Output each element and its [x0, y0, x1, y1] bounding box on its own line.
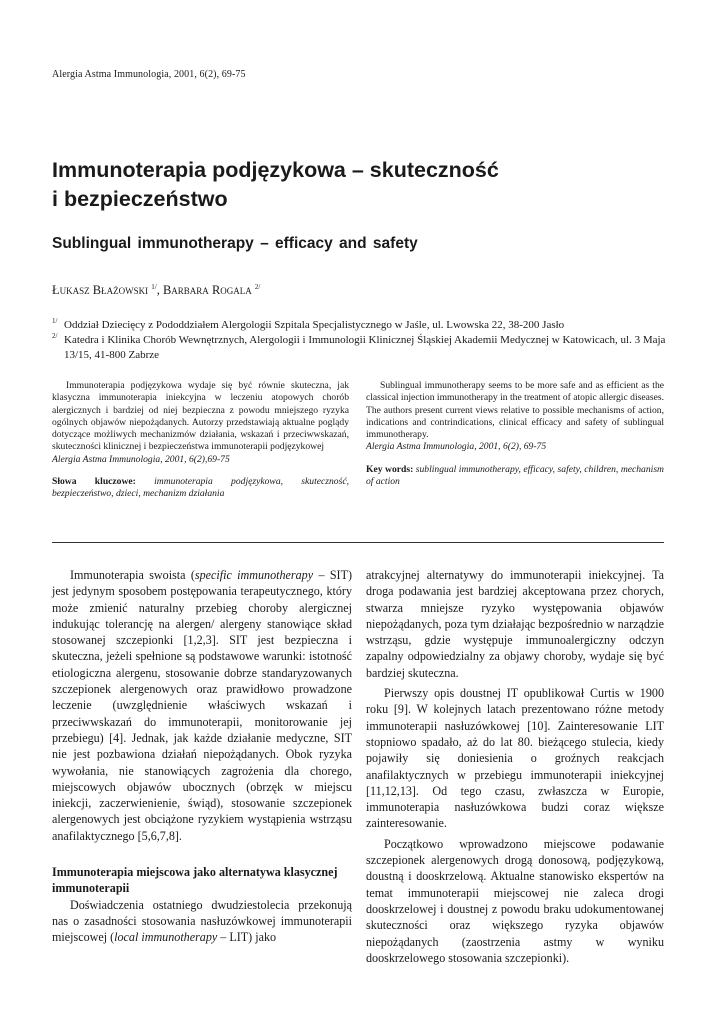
- keywords-label-pl: Słowa kluczowe:: [52, 476, 136, 488]
- keywords-en: sublingual immunotherapy, efficacy, safety, children, mechanism of action: [366, 463, 664, 488]
- abstract-english: [366, 380, 664, 488]
- keywords-label-en: Key words:: [366, 463, 414, 475]
- keywords-pl: immunoterapia podjęzykowa, skuteczność, bezpieczeństwo, dzieci, mechanizm działania: [52, 476, 349, 500]
- abstract-english-citation: Alergia Astma Immunologia, 2001, 6(2), 69-75: [366, 441, 547, 453]
- abstract-polish: [52, 380, 349, 501]
- abstract-english-text: Sublingual immunotherapy seems to be more safe and as efficient as the classical injection immunotherapy in the treatment of atopic allergic diseases. The authors present current views relative to possible mechanisms of action, indications and contrindications, clinical efficacy and safety of sublingual immunotherapy.: [366, 380, 664, 441]
- title-polish-line1: Immunoterapia podjęzykowa – skuteczność: [52, 158, 499, 182]
- author-1-affil-ref: 1/: [151, 283, 157, 291]
- abstract-polish-keywords: [52, 476, 349, 501]
- body-left-paragraph-2: Doświadczenia ostatniego dwudziestolecia przekonują nas o zasadności stosowania nasłuzówkowej immunoterapii miejscowej (local immunotherapy – LIT) jako: [52, 897, 352, 945]
- affiliation-1-text: Oddział Dziecięcy z Pododdziałem Alergologii Szpitala Specjalistycznego w Jaśle, ul. Lwowska 22, 38-200 Jasło: [64, 319, 565, 331]
- section-heading: Immunoterapia miejscowa jako alternatywa klasycznej immunoterapii: [52, 865, 338, 896]
- abstract-english-keywords: [366, 464, 664, 489]
- journal-citation: Alergia Astma Immunologia, 2001, 6(2), 69-75: [52, 69, 246, 80]
- author-1: Łukasz Błażowski: [52, 283, 149, 298]
- title-polish: [52, 156, 672, 214]
- body-left-paragraph-1: Immunoterapia swoista (specific immunotherapy – SIT) jest jedynym sposobem postępowania terapeutycznego, który może zmienić naturalny przebieg choroby alergicznej indukując tolerancję na alergen/ alergeny stanowiące skład stosowanej szczepionki [1,2,3]. SIT jest bezpieczna i skuteczna, jeżeli spełnione są podstawowe warunki: istotność etiologiczna alergenu, stosowanie dobrze standaryzowanych szczepionek alergenowych oraz prawidłowo prowadzone leczenie (uwzględnienie właściwych wskazań i przeciwwskazań do immunoterapii, monitorowanie jej przebiegu) [4]. Jednak, jak każde działanie medyczne, SIT nie jest pozbawiona działań niepożądanych. Obok ryzyka wywołania, nie stanowiących zagrożenia dla chorego, miejscowych objawów ubocznych (obrzęk w miejscu iniekcji, zaczerwienienie, świąd), stosowanie szczepionek alergenowych jest obciążone ryzykiem wystąpienia wstrząsu anafilaktycznego [5,6,7,8].: [52, 568, 352, 843]
- body-right-paragraph-1: atrakcyjnej alternatywy do immunoterapii iniekcyjnej. Ta droga podawania jest bardziej akceptowana przez chorych, stwarza mniejsze ryzyko występowania objawów niepożądanych, poza tym działając bezpośrednio w narządzie wstrząsu, gdzie występuje immunoalergiczny odczyn zapalny odpowiedzialny za objawy choroby, wydaje się być bardziej skuteczna.: [366, 568, 664, 680]
- body-right-paragraph-3: Początkowo wprowadzono miejscowe podawanie szczepionek alergenowych drogą donosową, podjęzykową, doustną i dooskrzelową. Aktualne stanowisko ekspertów na temat immunoterapii miejscowej nie zaleca drogi dooskrzelowej i doustnej z powodu braku udokumentowanej skuteczności oraz większego ryzyka objawów niepożądanych (zaostrzenia astmy w wyniku dooskrzelowego stosowania szczepionki).: [366, 836, 664, 965]
- abstract-polish-citation: Alergia Astma Immunologia, 2001, 6(2),69-75: [52, 453, 230, 465]
- affiliation-1: [52, 318, 672, 333]
- body-column-left: [52, 567, 352, 946]
- section-divider: [52, 542, 664, 543]
- body-column-right: [366, 567, 664, 966]
- authors: Łukasz Błażowski $^{1/}$, Barbara Rogala $^{2/}$: [52, 283, 261, 298]
- affiliation-2-num: 2/: [52, 332, 58, 340]
- title-english: Sublingual immunotherapy – efficacy and safety: [52, 235, 418, 252]
- author-2: Barbara Rogala: [162, 283, 252, 298]
- affiliation-2-text: Katedra i Klinika Chorób Wewnętrznych, Alergologii i Immunologii Klinicznej Śląskiej Akademii Medycznej w Katowicach, ul. 3 Maja 13/15, 41-800 Zabrze: [64, 334, 666, 361]
- affiliation-1-num: 1/: [52, 317, 58, 325]
- affiliation-2: [52, 333, 672, 363]
- title-polish-line2: i bezpieczeństwo: [52, 187, 228, 211]
- body-right-paragraph-2: Pierwszy opis doustnej IT opublikował Curtis w 1900 roku [9]. W kolejnych latach prezentowano różne metody immunoterapii nasłuzówkowej [10]. Zainteresowanie LIT stopniowo spadało, aż do lat 80. bieżącego stulecia, kiedy pojawiły się doniesienia o groźnych reakcjach anafilaktycznych w przebiegu immunoterapii iniekcyjnej [11,12,13]. Od tego czasu, zwłaszcza w Europie, immunoterapia nasłuzówkowa budzi coraz większe zainteresowanie.: [366, 686, 664, 831]
- author-2-affil-ref: 2/: [254, 283, 261, 291]
- abstract-polish-text: Immunoterapia podjęzykowa wydaje się być równie skuteczna, jak klasyczna immunoterapia iniekcyjna w leczeniu atopowych chorób alergicznych i bardziej od niej bezpieczna z powodu mniejszego ryzyka ogólnych objawów niepożądanych. Autorzy przedstawiają aktualne poglądy dotyczące możliwych mechanizmów działania, wskazań i przeciwwskazań, skuteczności klinicznej i bezpieczeństwa immunoterapii podjęzykowej: [52, 380, 349, 453]
